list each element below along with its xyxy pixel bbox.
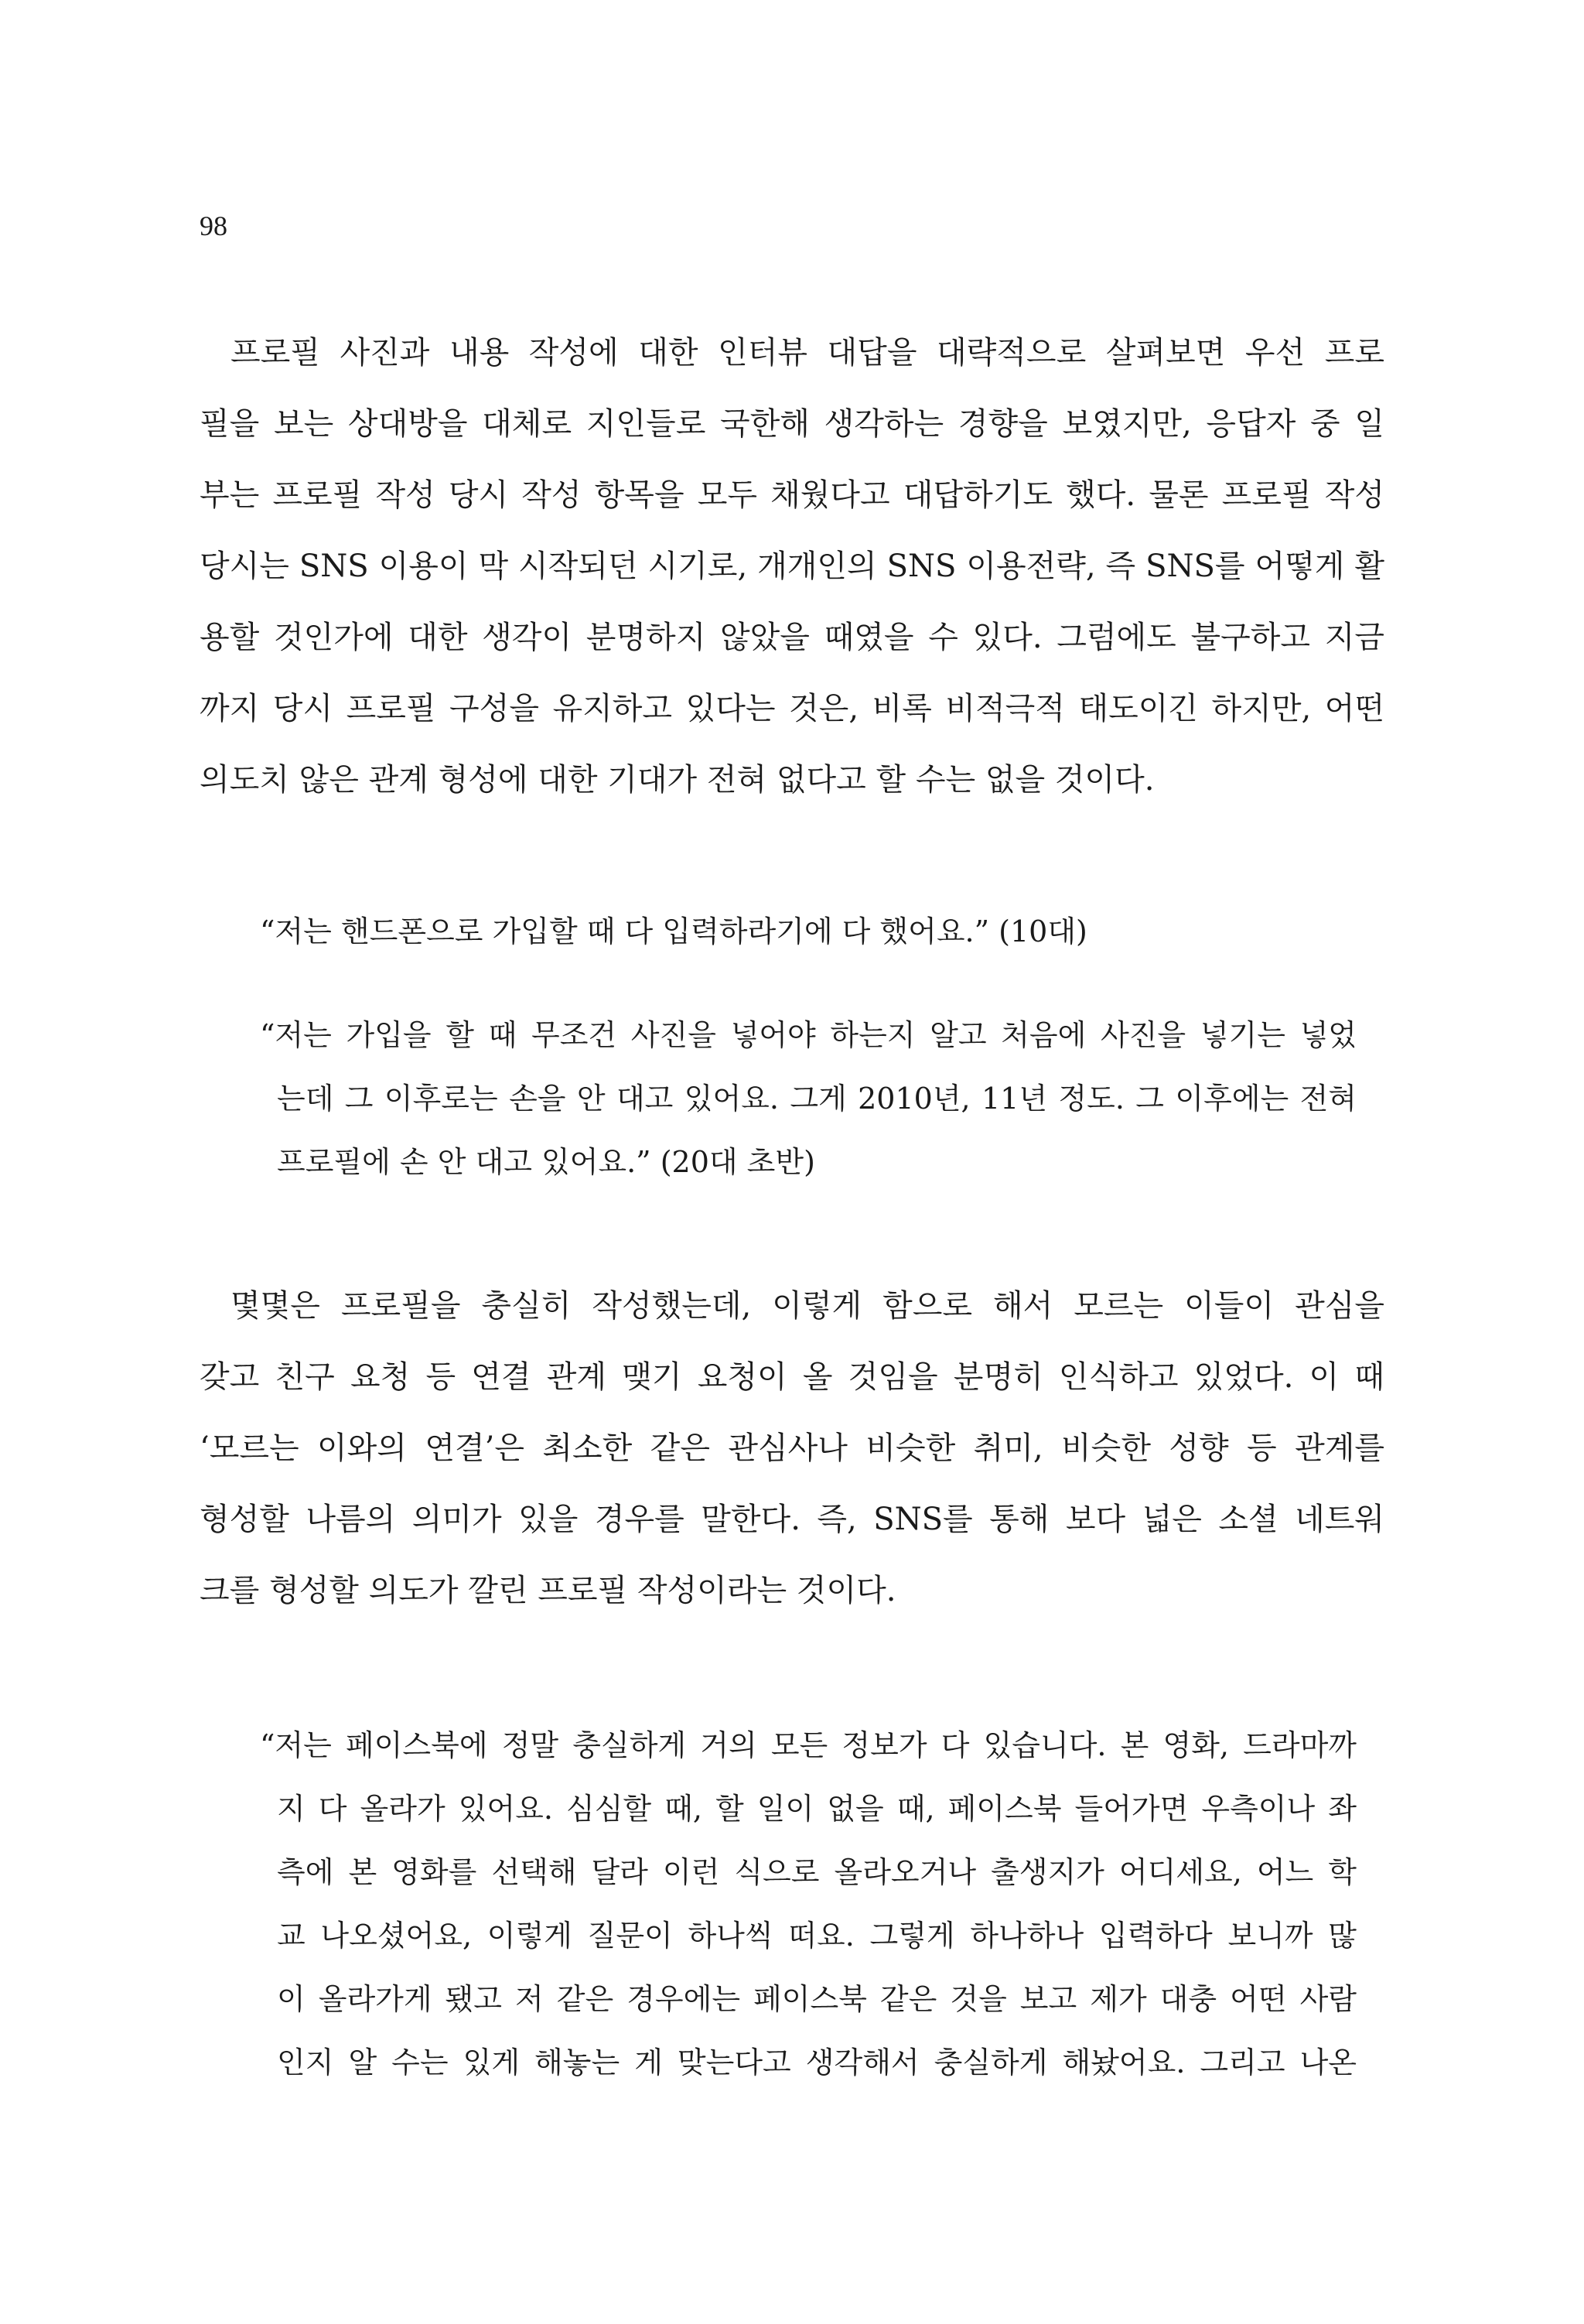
quote-line: 교 나오셨어요, 이렇게 질문이 하나씩 떠요. 그렇게 하나하나 입력하다 보니까 많 xyxy=(277,1919,1357,1953)
paragraph-line: ‘모르는 이와의 연결’은 최소한 같은 관심사나 비슷한 취미, 비슷한 성향 등 관계를 xyxy=(200,1430,1384,1466)
paragraph-line: 까지 당시 프로필 구성을 유지하고 있다는 것은, 비록 비적극적 태도이긴 하지만, 어떤 xyxy=(200,691,1384,726)
paragraph-line: 당시는 SNS 이용이 막 시작되던 시기로, 개개인의 SNS 이용전략, 즉 SNS를 어떻게 활 xyxy=(200,549,1384,584)
quote-line: 프로필에 손 안 대고 있어요.” (20대 초반) xyxy=(277,1145,815,1179)
paragraph-line: 크를 형성할 의도가 깔린 프로필 작성이라는 것이다. xyxy=(200,1573,896,1608)
quote-line: 이 올라가게 됐고 저 같은 경우에는 페이스북 같은 것을 보고 제가 대충 어떤 사람 xyxy=(277,1982,1357,2016)
paragraph-line: 프로필 사진과 내용 작성에 대한 인터뷰 대답을 대략적으로 살펴보면 우선 프로 xyxy=(230,335,1384,371)
quote-line: 측에 본 영화를 선택해 달라 이런 식으로 올라오거나 출생지가 어디세요, 어느 학 xyxy=(277,1855,1357,1889)
quote-line: 는데 그 이후로는 손을 안 대고 있어요. 그게 2010년, 11년 정도. 그 이후에는 전혀 xyxy=(277,1082,1357,1116)
quote-line: 지 다 올라가 있어요. 심심할 때, 할 일이 없을 때, 페이스북 들어가면 우측이나 좌 xyxy=(277,1792,1357,1826)
quote-line: “저는 페이스북에 정말 충실하게 거의 모든 정보가 다 있습니다. 본 영화, 드라마까 xyxy=(260,1728,1357,1762)
paragraph-line: 용할 것인가에 대한 생각이 분명하지 않았을 때였을 수 있다. 그럼에도 불구하고 지금 xyxy=(200,620,1384,655)
quote-line: 인지 알 수는 있게 해놓는 게 맞는다고 생각해서 충실하게 해놨어요. 그리고 나온 xyxy=(277,2045,1357,2080)
paragraph-line: 형성할 나름의 의미가 있을 경우를 말한다. 즉, SNS를 통해 보다 넓은 소셜 네트워 xyxy=(200,1502,1384,1537)
page-number: 98 xyxy=(200,210,227,241)
quote-line: “저는 가입을 할 때 무조건 사진을 넣어야 하는지 알고 처음에 사진을 넣기는 넣었 xyxy=(260,1018,1357,1052)
paragraph-line: 몇몇은 프로필을 충실히 작성했는데, 이렇게 함으로 해서 모르는 이들이 관심을 xyxy=(230,1288,1384,1324)
paragraph-line: 필을 보는 상대방을 대체로 지인들로 국한해 생각하는 경향을 보였지만, 응답자 중 일 xyxy=(200,406,1384,442)
paragraph-line: 갖고 친구 요청 등 연결 관계 맺기 요청이 올 것임을 분명히 인식하고 있었다. 이 때 xyxy=(200,1359,1384,1395)
quote-line: “저는 핸드폰으로 가입할 때 다 입력하라기에 다 했어요.” (10대) xyxy=(260,914,1087,948)
paragraph-line: 부는 프로필 작성 당시 작성 항목을 모두 채웠다고 대답하기도 했다. 물론 프로필 작성 xyxy=(200,477,1384,513)
paragraph-line: 의도치 않은 관계 형성에 대한 기대가 전혀 없다고 할 수는 없을 것이다. xyxy=(200,762,1155,798)
